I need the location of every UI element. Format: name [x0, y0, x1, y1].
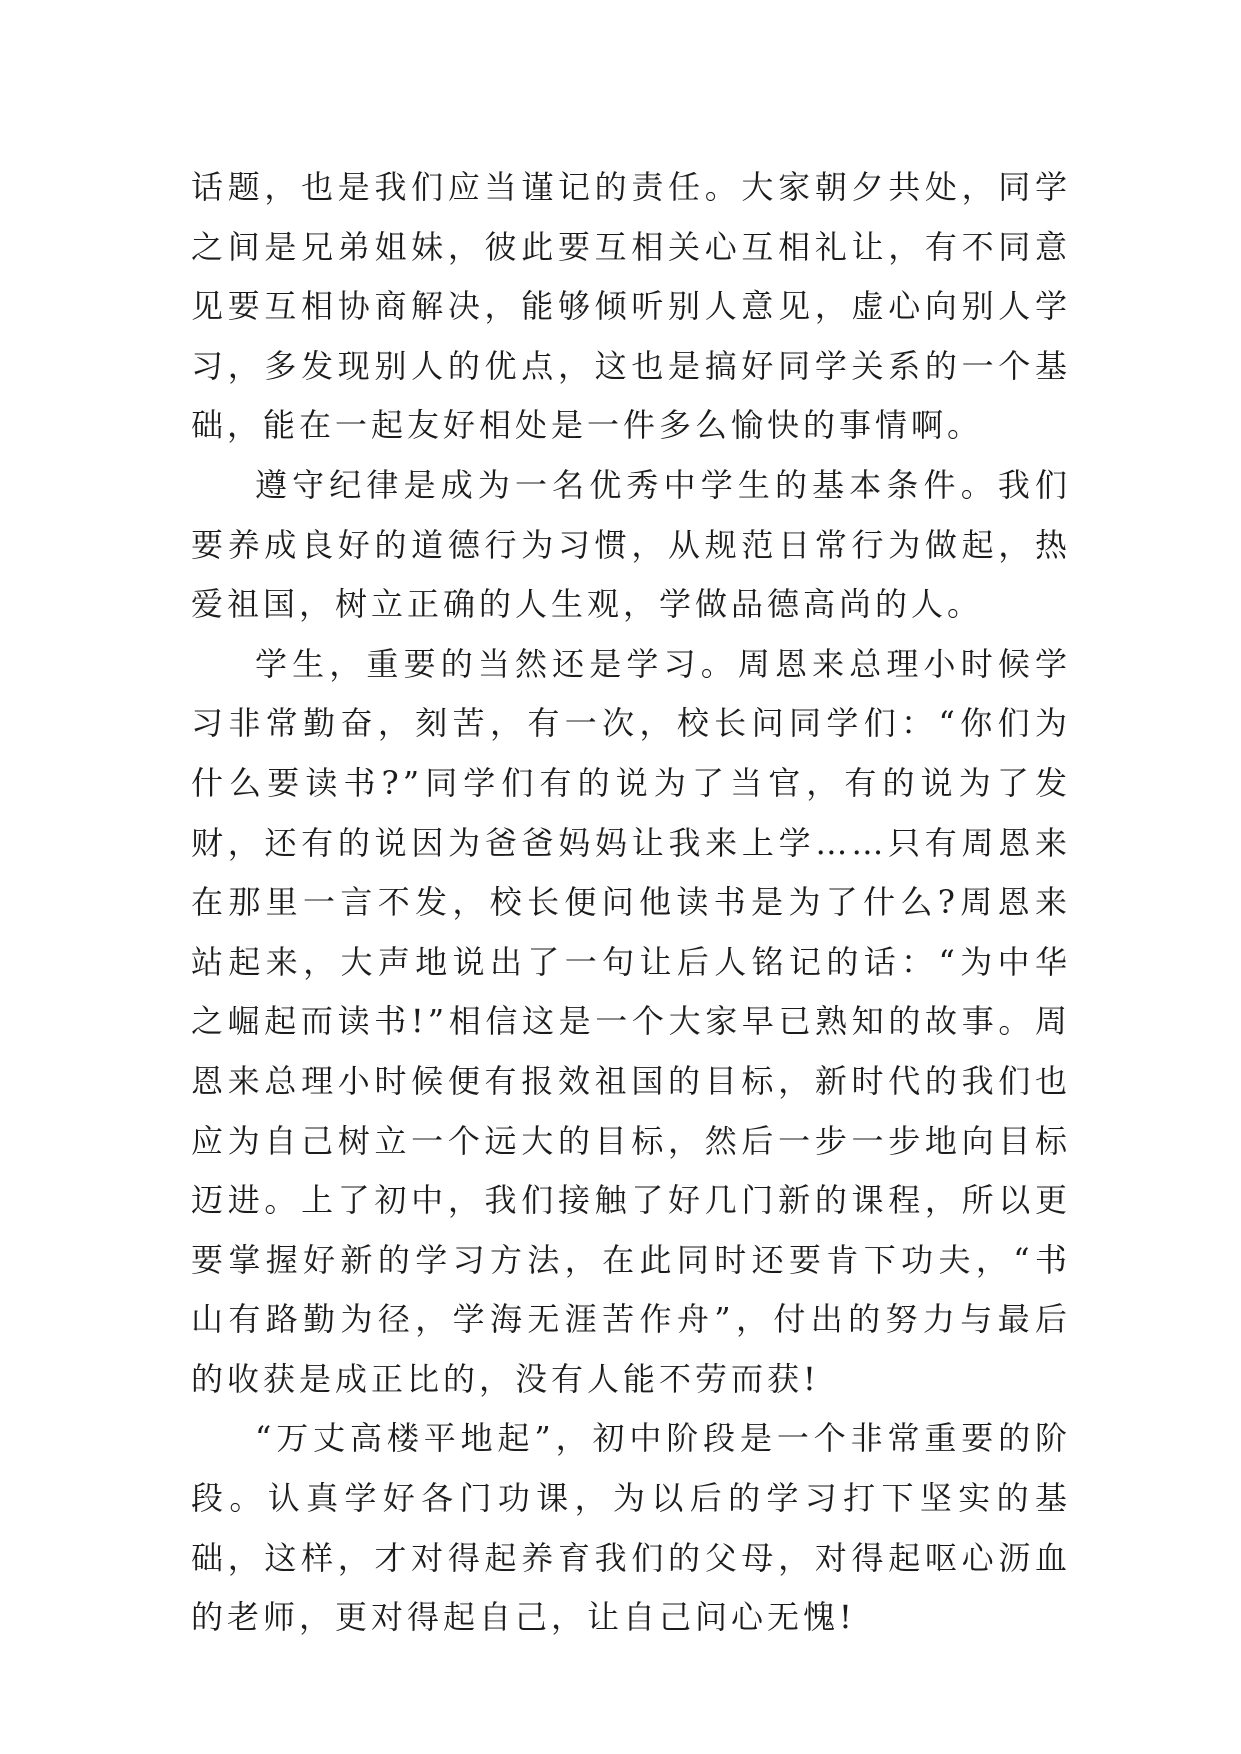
paragraph-3: 学生，重要的当然还是学习。周恩来总理小时候学习非常勤奋，刻苦，有一次，校长问同学们：“你们为什么要读书?”同学们有的说为了当官，有的说为了发财，还有的说因为爸爸妈妈让我来上学……只有周恩来在那里一言不发，校长便问他读书是为了什么?周恩来站起来，大声地说出了一句让后人铭记的话：“为中华之崛起而读书!”相信这是一个大家早已熟知的故事。周恩来总理小时候便有报效祖国的目标，新时代的我们也应为自己树立一个远大的目标，然后一步一步地向目标迈进。上了初中，我们接触了好几门新的课程，所以更要掌握好新的学习方法，在此同时还要肯下功夫，“书山有路勤为径，学海无涯苦作舟”，付出的努力与最后的收获是成正比的，没有人能不劳而获! — [191, 644, 1071, 1398]
paragraph-4: “万丈高楼平地起”，初中阶段是一个非常重要的阶段。认真学好各门功课，为以后的学习打下坚实的基础，这样，才对得起养育我们的父母，对得起呕心沥血的老师，更对得起自己，让自己问心无愧! — [191, 1419, 1071, 1637]
paragraph-2: 遵守纪律是成为一名优秀中学生的基本条件。我们要养成良好的道德行为习惯，从规范日常行为做起，热爱祖国，树立正确的人生观，学做品德高尚的人。 — [191, 465, 1071, 624]
paragraph-1: 话题，也是我们应当谨记的责任。大家朝夕共处，同学之间是兄弟姐妹，彼此要互相关心互相礼让，有不同意见要互相协商解决，能够倾听别人意见，虚心向别人学习，多发现别人的优点，这也是搞好同学关系的一个基础，能在一起友好相处是一件多么愉快的事情啊。 — [191, 168, 1071, 445]
body-text — [191, 158, 1071, 1648]
